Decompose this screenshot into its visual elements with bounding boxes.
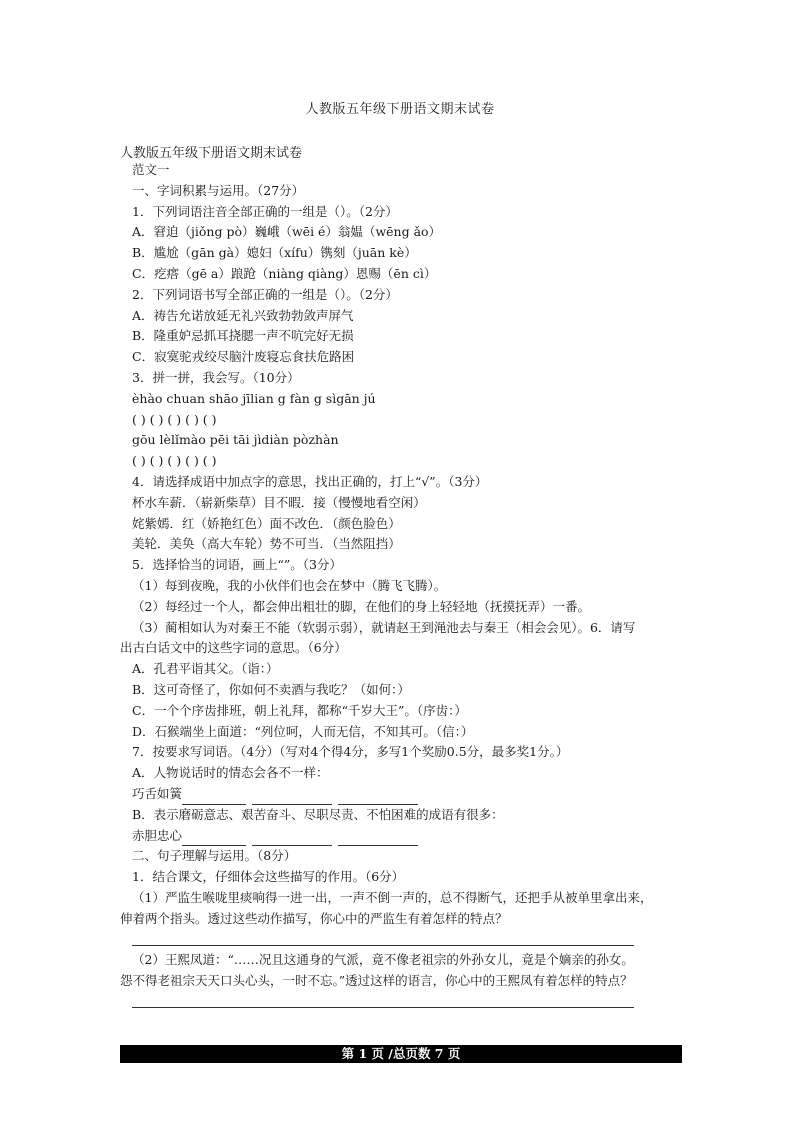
text-line: B．尴尬（gān gà）媳妇（xífu）镌刻（juān kè） [132, 245, 417, 261]
text-line [120, 826, 690, 847]
text-line: B．这可奇怪了，你如何不卖酒与我吃？（如何：） [132, 681, 410, 697]
document-title: 人教版五年级下册语文期末试卷 [120, 146, 303, 161]
text-line: 二、句子理解与运用。（8分） [132, 848, 297, 864]
answer-line [132, 934, 634, 946]
text-line: B．隆重妒忌抓耳挠腮一声不吭完好无损 [132, 328, 354, 344]
text-line: （3）蔺相如认为对秦王不能（软弱示弱），就请赵王到渑池去与秦王（相会会见）。6．请写 [132, 619, 636, 635]
text-line: 范文一 [132, 162, 170, 177]
text-line: 美轮．美奂（高大车轮）势不可当．（当然阻挡） [132, 536, 401, 552]
text-line [120, 929, 690, 950]
text-line: 2．下列词语书写全部正确的一组是（）。（2分） [132, 286, 398, 302]
text-line: gōu lèlǐmào pēi tāi jìdiàn pòzhàn [132, 432, 339, 448]
text-line: D．石猴端坐上面道：“列位呵，人而无信，不知其可。（信：） [132, 723, 474, 739]
fill-blank [338, 833, 418, 846]
fill-blank [252, 833, 332, 846]
text-line: A．窘迫（jiǒng pò）巍峨（wēi é）翁媪（wēng ǎo） [132, 224, 442, 240]
text-line: ( ) ( ) ( ) ( ) ( ) [132, 453, 217, 469]
exam-content [120, 160, 690, 1013]
text-line: ( ) ( ) ( ) ( ) ( ) [132, 411, 217, 427]
page-footer: 第 1 页 /总页数 7 页 [120, 1045, 682, 1063]
text-line: 杯水车薪．（崭新柴草）目不暇．接（慢慢地看空闲） [132, 494, 426, 510]
text-line: 7．按要求写词语。（4分）（写对4个得4分，多写1个奖励0.5分，最多奖1分。） [132, 744, 569, 760]
text-line: （2）王熙凤道：“……况且这通身的气派，竟不像老祖宗的外孙女儿，竟是个嫡亲的孙女。 [132, 952, 634, 968]
example-word: 巧舌如簧 [132, 785, 183, 801]
fill-blank [182, 833, 246, 846]
text-line: 怨不得老祖宗天天口头心头，一时不忘。”透过这样的语言，你心中的王熙凤有着怎样的特点？ [120, 973, 633, 989]
text-line: B．表示磨砺意志、艰苦奋斗、尽职尽责、不怕困难的成语有很多： [132, 806, 504, 822]
text-line [120, 784, 690, 805]
text-line: （1）每到夜晚，我的小伙伴们也会在梦中（腾飞飞腾）。 [132, 577, 447, 593]
text-line: èhào chuan shāo jīlian g fàn g sìgān jú [132, 390, 376, 406]
text-line: 一、字词积累与运用。（27分） [132, 182, 305, 198]
text-line: A．孔君平诣其父。（诣：） [132, 661, 279, 677]
text-line: 出古白话文中的这些字词的意思。（6分） [120, 640, 347, 656]
text-line: 伸着两个指头。透过这些动作描写，你心中的严监生有着怎样的特点？ [120, 910, 508, 926]
text-line: A．祷告允诺放延无礼兴致勃勃敛声屏气 [132, 307, 354, 323]
text-line: 4．请选择成语中加点字的意思，找出正确的，打上“√”。（3分） [132, 473, 488, 489]
text-line: 3．拼一拼，我会写。（10分） [132, 369, 300, 385]
answer-line [132, 996, 634, 1008]
text-line: C．一个个序齿排班，朝上礼拜，都称“千岁大王”。（序齿：） [132, 702, 467, 718]
text-line: A．人物说话时的情态会各不一样： [132, 765, 329, 781]
text-line: C．疙瘩（gē a）踉跄（niàng qiàng）恩赐（ēn cì） [132, 265, 437, 281]
example-word: 赤胆忠心 [132, 827, 183, 843]
text-line [120, 992, 690, 1013]
text-line: 5．选择恰当的词语，画上“”。（3分） [132, 557, 342, 573]
text-line: （2）每经过一个人，都会伸出粗壮的脚，在他们的身上轻轻地（抚摸抚弄）一番。 [132, 598, 590, 614]
text-line: 1．结合课文，仔细体会这些描写的作用。（6分） [132, 869, 405, 885]
text-line: （1）严监生喉咙里痰响得一进一出，一声不倒一声的，总不得断气，还把手从被单里拿出来， [132, 889, 653, 905]
text-line: 1．下列词语注音全部正确的一组是（）。（2分） [132, 203, 398, 219]
fill-blank [338, 792, 418, 805]
fill-blank [252, 792, 332, 805]
text-line: C．寂寞驼戎绞尽脑汁废寝忘食扶危路困 [132, 349, 355, 365]
page-header-title: 人教版五年级下册语文期末试卷 [305, 102, 495, 117]
text-line: 姹紫嫣．红（娇艳红色）面不改色．（颜色脸色） [132, 515, 401, 531]
fill-blank [182, 792, 246, 805]
